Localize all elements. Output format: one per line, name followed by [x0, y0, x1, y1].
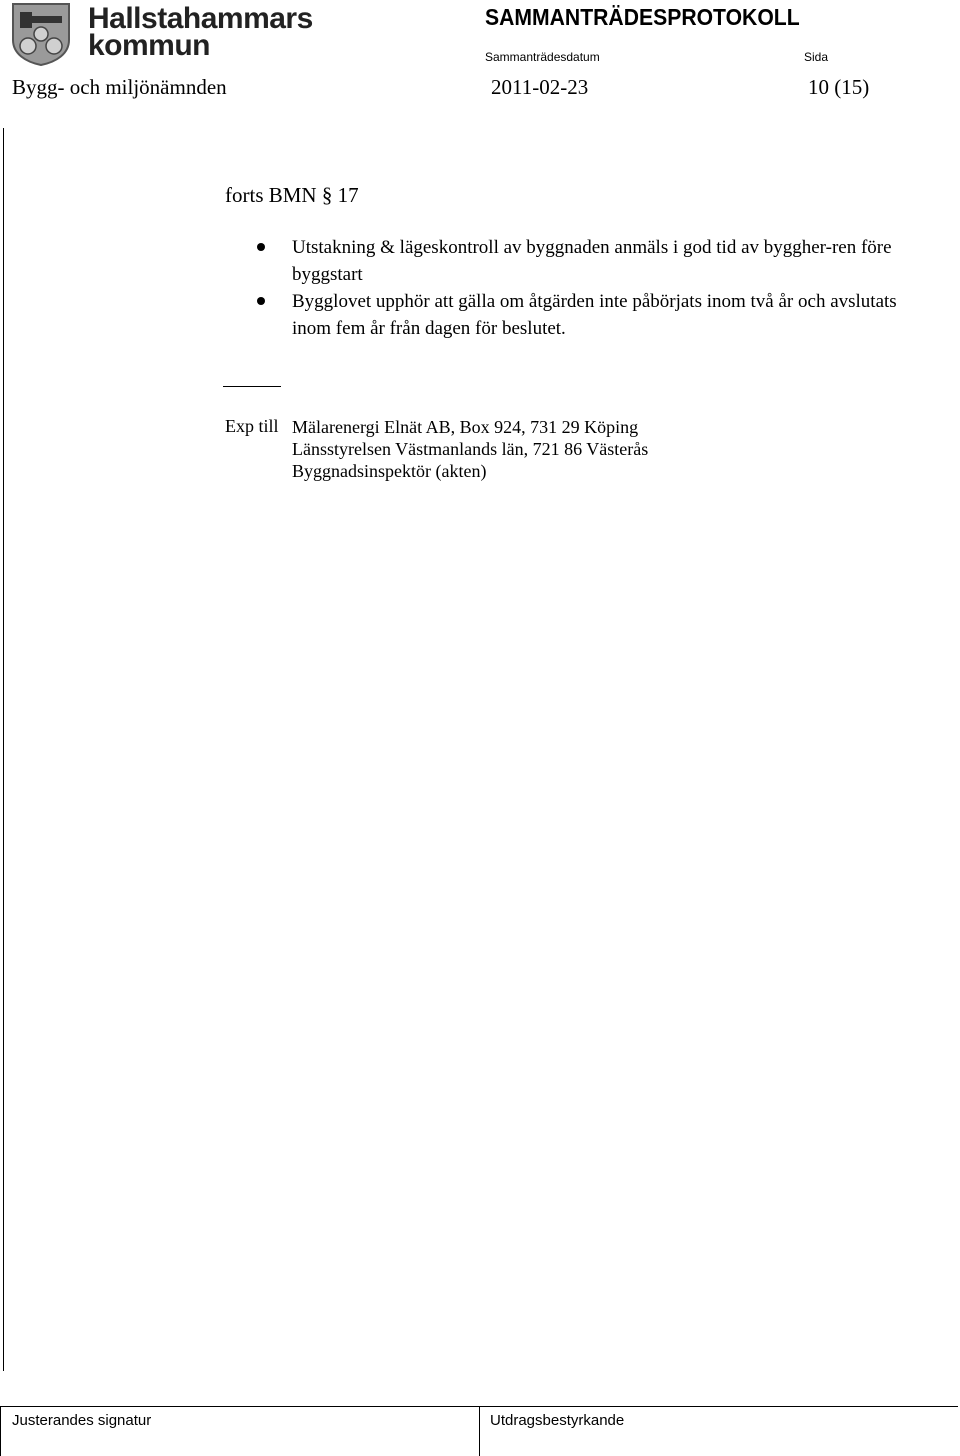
municipality-logo [10, 2, 313, 68]
footer-left-rule [0, 1406, 1, 1456]
footer-divider [479, 1406, 480, 1456]
distribution-label: Exp till [225, 416, 279, 436]
list-item [225, 234, 935, 288]
left-margin-rule [3, 128, 4, 1371]
signature-label: Justerandes signatur [12, 1412, 152, 1429]
separator-rule [223, 386, 281, 387]
distribution-item: Mälarenergi Elnät AB, Box 924, 731 29 Köping [292, 417, 639, 437]
coat-of-arms-icon [10, 2, 72, 66]
distribution-list [292, 416, 648, 482]
certification-label: Utdragsbestyrkande [490, 1412, 625, 1429]
page-label: Sida [804, 50, 829, 64]
bullet-icon [257, 297, 265, 305]
condition-list [225, 234, 935, 342]
footer [0, 1406, 960, 1456]
document-type: SAMMANTRÄDESPROTOKOLL [485, 4, 800, 30]
page-number: 10 (15) [808, 75, 870, 99]
logo-name-line2: kommun [88, 29, 211, 62]
logo-name-line1: Hallstahammars [88, 2, 313, 35]
list-item-text: Bygglovet upphör att gälla om åtgärden inte påbörjats inom två år och avslutats inom fem år från dagen för beslutet. [292, 291, 897, 339]
meeting-date: 2011-02-23 [491, 75, 589, 99]
distribution-item: Länsstyrelsen Västmanlands län, 721 86 Västerås [292, 439, 649, 459]
organization-name: Bygg- och miljönämnden [12, 75, 227, 99]
list-item-text: Utstakning & lägeskontroll av byggnaden anmäls i god tid av byggher-ren före byggstart [292, 237, 892, 285]
date-label: Sammanträdesdatum [485, 50, 600, 64]
list-item [225, 288, 935, 342]
bullet-icon [257, 243, 265, 251]
distribution-item: Byggnadsinspektör (akten) [292, 461, 487, 481]
section-continuation: forts BMN § 17 [225, 183, 359, 207]
